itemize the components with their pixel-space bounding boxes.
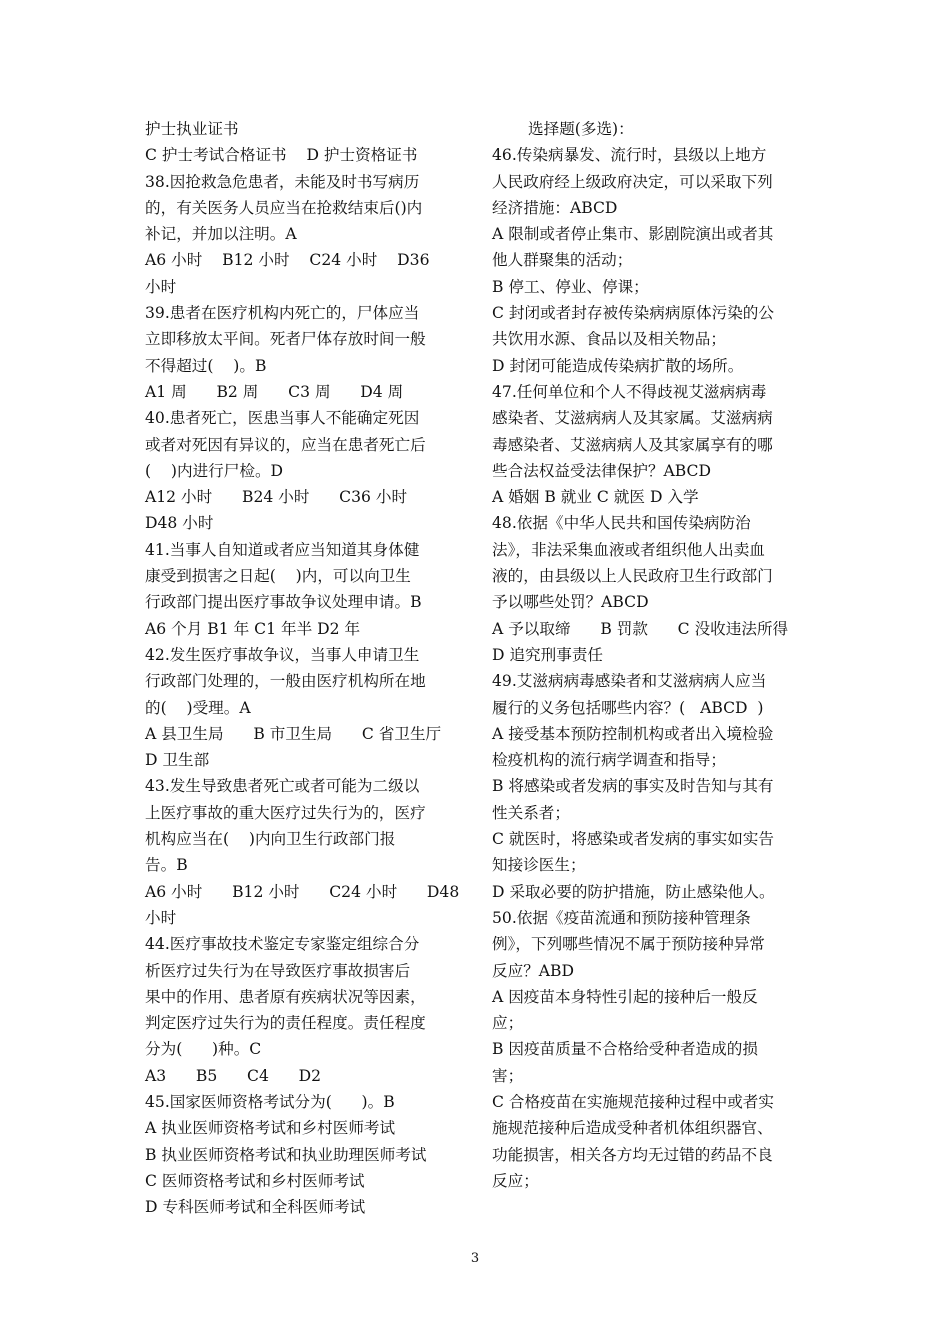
right-column — [492, 116, 822, 1194]
right-column-line: 法》，非法采集血液或者组织他人出卖血 — [492, 540, 765, 559]
right-column-line: 履行的义务包括哪些内容？( ABCD ) — [492, 698, 764, 717]
right-column-line: 予以哪些处罚？ABCD — [492, 593, 649, 612]
left-column-line: 上医疗事故的重大医疗过失行为的，医疗 — [145, 803, 426, 822]
right-column-line: 检疫机构的流行病学调查和指导； — [492, 751, 726, 770]
right-column-line: 些合法权益受法律保护？ABCD — [492, 461, 711, 480]
right-column-line: D 采取必要的防护措施，防止感染他人。 — [492, 882, 775, 901]
page-number: 3 — [470, 1251, 480, 1266]
left-column-line: 42.发生医疗事故争议，当事人申请卫生 — [145, 645, 420, 664]
right-column-line: 48.依据《中华人民共和国传染病防治 — [492, 514, 751, 533]
right-column-line: 49.艾滋病病毒感染者和艾滋病病人应当 — [492, 672, 767, 691]
left-column-line: D 专科医师考试和全科医师考试 — [145, 1198, 366, 1217]
right-column-line: 反应； — [492, 1171, 539, 1190]
left-column-line: 的，有关医务人员应当在抢救结束后()内 — [145, 198, 423, 217]
left-column-line: 的( )受理。A — [145, 698, 251, 717]
left-column-line: 41.当事人自知道或者应当知道其身体健 — [145, 540, 420, 559]
left-column-line: 康受到损害之日起( )内，可以向卫生 — [145, 567, 411, 586]
left-column-line: 不得超过( )。B — [145, 356, 267, 375]
left-column-line: C 护士考试合格证书 D 护士资格证书 — [145, 146, 418, 165]
left-column-line: 43.发生导致患者死亡或者可能为二级以 — [145, 777, 420, 796]
right-column-line: 经济措施：ABCD — [492, 198, 618, 217]
left-column-line: 机构应当在( )内向卫生行政部门报 — [145, 830, 396, 849]
left-column-line: A 县卫生局 B 市卫生局 C 省卫生厅 — [145, 724, 442, 743]
right-column-line: 例》，下列哪些情况不属于预防接种异常 — [492, 935, 765, 954]
left-column — [145, 116, 470, 1220]
left-column-line: 行政部门提出医疗事故争议处理申请。B — [145, 593, 422, 612]
left-column-line: 告。B — [145, 856, 188, 875]
right-column-line: C 就医时，将感染或者发病的事实如实告 — [492, 830, 774, 849]
right-column-line: 应； — [492, 1014, 524, 1033]
left-column-line: 44.医疗事故技术鉴定专家鉴定组综合分 — [145, 935, 420, 954]
left-column-line: C 医师资格考试和乡村医师考试 — [145, 1171, 365, 1190]
left-column-line: 分为( )种。C — [145, 1040, 262, 1059]
left-column-line: A1 周 B2 周 C3 周 D4 周 — [145, 382, 404, 401]
right-column-line: B 因疫苗质量不合格给受种者造成的损 — [492, 1040, 758, 1059]
left-column-line: 判定医疗过失行为的责任程度。责任程度 — [145, 1014, 426, 1033]
left-column-line: ( )内进行尸检。D — [145, 461, 284, 480]
right-column-line: 施规范接种后造成受种者机体组织器官、 — [492, 1119, 773, 1138]
left-column-line: 39.患者在医疗机构内死亡的，尸体应当 — [145, 304, 420, 323]
right-column-line: A 予以取缔 B 罚款 C 没收违法所得 — [492, 619, 789, 638]
right-column-line: A 因疫苗本身特性引起的接种后一般反 — [492, 987, 758, 1006]
right-column-line: A 限制或者停止集市、影剧院演出或者其 — [492, 225, 774, 244]
left-column-line: 38.因抢救急危患者，未能及时书写病历 — [145, 172, 420, 191]
left-column-line: A6 小时 B12 小时 C24 小时 D48 — [145, 882, 460, 901]
left-column-line: 小时 — [145, 908, 177, 927]
left-column-line: 小时 — [145, 277, 177, 296]
right-column-line: 性关系者； — [492, 803, 570, 822]
right-column-line: 液的，由县级以上人民政府卫生行政部门 — [492, 567, 773, 586]
section-heading: 选择题(多选)： — [528, 120, 634, 138]
right-column-line: 功能损害，相关各方均无过错的药品不良 — [492, 1145, 773, 1164]
left-column-line: 补记，并加以注明。A — [145, 225, 297, 244]
right-column-line: C 合格疫苗在实施规范接种过程中或者实 — [492, 1092, 774, 1111]
left-column-line: B 执业医师资格考试和执业助理医师考试 — [145, 1145, 427, 1164]
left-column-line: 果中的作用、患者原有疾病状况等因素， — [145, 987, 426, 1006]
right-column-line: 感染者、艾滋病病人及其家属。艾滋病病 — [492, 409, 773, 428]
left-column-line: A 执业医师资格考试和乡村医师考试 — [145, 1119, 396, 1138]
left-column-line: 立即移放太平间。死者尸体存放时间一般 — [145, 330, 426, 349]
left-column-line: D48 小时 — [145, 514, 214, 533]
right-column-line: 知接诊医生； — [492, 856, 586, 875]
left-column-line: A6 小时 B12 小时 C24 小时 D36 — [145, 251, 430, 270]
right-column-line: B 停工、停业、停课； — [492, 277, 649, 296]
right-column-line: 害； — [492, 1066, 524, 1085]
left-column-line: 或者对死因有异议的，应当在患者死亡后 — [145, 435, 426, 454]
left-column-line: A6 个月 B1 年 C1 年半 D2 年 — [145, 619, 361, 638]
left-column-line: A3 B5 C4 D2 — [145, 1066, 322, 1085]
right-column-line: 人民政府经上级政府决定，可以采取下列 — [492, 172, 773, 191]
right-column-line: B 将感染或者发病的事实及时告知与其有 — [492, 777, 774, 796]
right-column-line: D 封闭可能造成传染病扩散的场所。 — [492, 356, 744, 375]
right-column-line: A 婚姻 B 就业 C 就医 D 入学 — [492, 488, 699, 507]
right-column-line: 他人群聚集的活动； — [492, 251, 633, 270]
right-column-line: 50.依据《疫苗流通和预防接种管理条 — [492, 908, 751, 927]
right-column-line: C 封闭或者封存被传染病病原体污染的公 — [492, 304, 774, 323]
right-column-line: 46.传染病暴发、流行时，县级以上地方 — [492, 146, 767, 165]
right-column-line: 共饮用水源、食品以及相关物品； — [492, 330, 726, 349]
left-column-line: 护士执业证书 — [145, 120, 239, 138]
left-column-line: 行政部门处理的，一般由医疗机构所在地 — [145, 672, 426, 691]
left-column-line: D 卫生部 — [145, 751, 210, 770]
right-column-line: A 接受基本预防控制机构或者出入境检验 — [492, 724, 774, 743]
right-column-line: 47.任何单位和个人不得歧视艾滋病病毒 — [492, 382, 767, 401]
right-column-line: D 追究刑事责任 — [492, 645, 604, 664]
right-column-line: 反应？ABD — [492, 961, 575, 980]
left-column-line: 40.患者死亡，医患当事人不能确定死因 — [145, 409, 420, 428]
left-column-line: 析医疗过失行为在导致医疗事故损害后 — [145, 961, 411, 980]
right-column-line: 毒感染者、艾滋病病人及其家属享有的哪 — [492, 435, 773, 454]
left-column-line: 45.国家医师资格考试分为( )。B — [145, 1092, 395, 1111]
left-column-line: A12 小时 B24 小时 C36 小时 — [145, 488, 408, 507]
